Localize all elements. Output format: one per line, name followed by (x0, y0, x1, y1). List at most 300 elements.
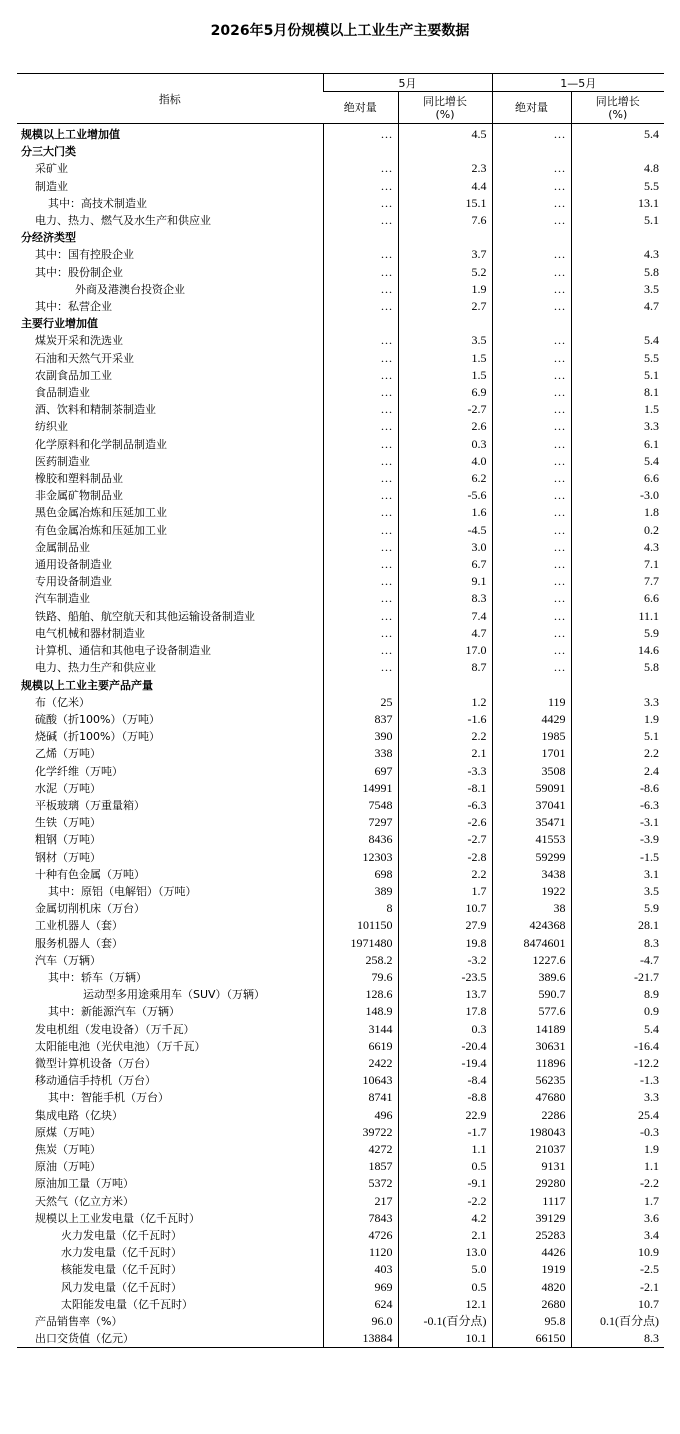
row-label: 其中：原铝（电解铝）（万吨） (48, 884, 197, 898)
table-row (17, 1175, 664, 1192)
jan-may-yoy-cell: -0.3 (571, 1124, 664, 1141)
table-row (17, 866, 664, 883)
jan-may-absolute-cell (492, 315, 571, 332)
jan-may-yoy-cell: 5.4 (571, 453, 664, 470)
jan-may-absolute-cell: … (492, 212, 571, 229)
jan-may-yoy-cell: 0.2 (571, 522, 664, 539)
may-yoy-cell: 0.5 (398, 1279, 492, 1296)
may-absolute-cell: 5372 (323, 1175, 398, 1192)
table-row (17, 1227, 664, 1244)
may-absolute-cell: … (323, 367, 398, 384)
yoy-header (571, 92, 664, 124)
yoy-header-line2: (%) (608, 107, 628, 121)
jan-may-yoy-cell: -2.2 (571, 1175, 664, 1192)
may-yoy-cell: 0.3 (398, 436, 492, 453)
may-absolute-cell: 697 (323, 763, 398, 780)
table-row (17, 642, 664, 659)
may-absolute-cell (323, 315, 398, 332)
row-label: 其中：高技术制造业 (48, 196, 147, 210)
may-yoy-cell: 7.4 (398, 608, 492, 625)
jan-may-yoy-cell (571, 315, 664, 332)
table-row (17, 315, 664, 332)
abs-header: 绝对量 (323, 92, 398, 124)
jan-may-yoy-cell: 14.6 (571, 642, 664, 659)
row-label: 外商及港澳台投资企业 (75, 282, 185, 296)
jan-may-absolute-cell: 56235 (492, 1072, 571, 1089)
may-absolute-cell: 79.6 (323, 969, 398, 986)
jan-may-yoy-cell (571, 229, 664, 246)
jan-may-yoy-cell: 1.5 (571, 401, 664, 418)
jan-may-yoy-cell: 8.9 (571, 986, 664, 1003)
may-absolute-cell: 128.6 (323, 986, 398, 1003)
jan-may-absolute-cell: … (492, 367, 571, 384)
table-row (17, 1261, 664, 1278)
jan-may-yoy-cell: -16.4 (571, 1038, 664, 1055)
row-label: 原油加工量（万吨） (35, 1177, 134, 1191)
table-row (17, 625, 664, 642)
jan-may-yoy-cell: 3.6 (571, 1210, 664, 1227)
row-label: 石油和天然气开采业 (35, 351, 134, 365)
jan-may-yoy-cell: -3.1 (571, 814, 664, 831)
jan-may-absolute-cell: 577.6 (492, 1003, 571, 1020)
may-yoy-cell: 3.5 (398, 332, 492, 349)
jan-may-absolute-cell: … (492, 178, 571, 195)
table-row (17, 1296, 664, 1313)
table-row (17, 487, 664, 504)
may-absolute-cell: 25 (323, 694, 398, 711)
row-label: 橡胶和塑料制品业 (35, 472, 123, 486)
may-absolute-cell: … (323, 332, 398, 349)
jan-may-absolute-cell (492, 143, 571, 160)
yoy-header (398, 92, 492, 124)
table-row (17, 883, 664, 900)
table-row (17, 418, 664, 435)
table-row (17, 264, 664, 281)
may-absolute-cell: … (323, 470, 398, 487)
may-absolute-cell: 837 (323, 711, 398, 728)
jan-may-absolute-cell: … (492, 539, 571, 556)
jan-may-absolute-cell: 29280 (492, 1175, 571, 1192)
row-label: 服务机器人（套） (35, 936, 123, 950)
jan-may-absolute-cell: … (492, 573, 571, 590)
jan-may-absolute-cell: … (492, 590, 571, 607)
may-absolute-cell: … (323, 539, 398, 556)
may-yoy-cell: 6.2 (398, 470, 492, 487)
jan-may-yoy-cell: 25.4 (571, 1107, 664, 1124)
jan-may-absolute-cell: … (492, 659, 571, 676)
may-absolute-cell: … (323, 195, 398, 212)
jan-may-yoy-cell: 2.4 (571, 763, 664, 780)
may-yoy-cell: -6.3 (398, 797, 492, 814)
row-label: 金属切削机床（万台） (35, 902, 145, 916)
table-row (17, 212, 664, 229)
table-row (17, 1038, 664, 1055)
may-absolute-cell: … (323, 625, 398, 642)
yoy-header-line2: (%) (435, 107, 455, 121)
table-row (17, 831, 664, 848)
may-yoy-cell: 4.2 (398, 1210, 492, 1227)
jan-may-absolute-cell: 119 (492, 694, 571, 711)
may-yoy-cell: -2.6 (398, 814, 492, 831)
jan-may-yoy-cell: 11.1 (571, 608, 664, 625)
table-body (17, 124, 664, 1348)
jan-may-absolute-cell: … (492, 281, 571, 298)
jan-may-absolute-cell: 35471 (492, 814, 571, 831)
row-label: 铁路、船舶、航空航天和其他运输设备制造业 (35, 609, 255, 623)
table-row (17, 969, 664, 986)
may-absolute-cell: … (323, 608, 398, 625)
may-yoy-cell: -2.2 (398, 1193, 492, 1210)
jan-may-absolute-cell: … (492, 264, 571, 281)
may-yoy-cell: -4.5 (398, 522, 492, 539)
row-label: 生铁（万吨） (35, 816, 101, 830)
row-label: 水力发电量（亿千瓦时） (61, 1246, 182, 1260)
table-row (17, 763, 664, 780)
jan-may-yoy-cell: 5.1 (571, 212, 664, 229)
may-yoy-cell: 17.0 (398, 642, 492, 659)
jan-may-absolute-cell: … (492, 350, 571, 367)
jan-may-absolute-cell: 1117 (492, 1193, 571, 1210)
jan-may-absolute-cell: 25283 (492, 1227, 571, 1244)
row-label: 金属制品业 (35, 540, 90, 554)
table-row (17, 1313, 664, 1330)
stats-table (17, 73, 664, 1348)
row-label: 分三大门类 (21, 145, 76, 159)
jan-may-absolute-cell: 424368 (492, 917, 571, 934)
row-label: 化学纤维（万吨） (35, 764, 123, 778)
row-label: 电力、热力、燃气及水生产和供应业 (35, 214, 211, 228)
may-absolute-cell (323, 677, 398, 694)
jan-may-yoy-cell: 4.8 (571, 160, 664, 177)
jan-may-yoy-cell: -3.0 (571, 487, 664, 504)
may-absolute-cell (323, 229, 398, 246)
may-absolute-cell: 390 (323, 728, 398, 745)
may-absolute-cell: 1857 (323, 1158, 398, 1175)
may-yoy-cell: 1.1 (398, 1141, 492, 1158)
may-yoy-cell: 6.7 (398, 556, 492, 573)
jan-may-yoy-cell: 0.9 (571, 1003, 664, 1020)
may-yoy-cell: -2.7 (398, 401, 492, 418)
row-label: 天然气（亿立方米） (35, 1194, 134, 1208)
may-yoy-cell: 13.0 (398, 1244, 492, 1261)
may-yoy-cell: 5.0 (398, 1261, 492, 1278)
may-yoy-cell: -9.1 (398, 1175, 492, 1192)
row-label: 其中：股份制企业 (35, 265, 123, 279)
table-row (17, 229, 664, 246)
may-yoy-cell: 8.3 (398, 590, 492, 607)
jan-may-yoy-cell: 6.1 (571, 436, 664, 453)
may-absolute-cell: … (323, 573, 398, 590)
jan-may-absolute-cell: 2286 (492, 1107, 571, 1124)
row-label: 硫酸（折100%）（万吨） (35, 712, 160, 726)
may-absolute-cell: 338 (323, 745, 398, 762)
table-row (17, 917, 664, 934)
table-row (17, 849, 664, 866)
may-yoy-cell: -20.4 (398, 1038, 492, 1055)
jan-may-yoy-cell: 4.3 (571, 539, 664, 556)
may-yoy-cell: 2.3 (398, 160, 492, 177)
may-yoy-cell: 2.1 (398, 745, 492, 762)
jan-may-yoy-cell: 1.7 (571, 1193, 664, 1210)
may-absolute-cell: … (323, 453, 398, 470)
abs-header: 绝对量 (492, 92, 571, 124)
may-yoy-cell: 1.6 (398, 504, 492, 521)
jan-may-absolute-cell: 8474601 (492, 935, 571, 952)
jan-may-absolute-cell: 1227.6 (492, 952, 571, 969)
table-row (17, 694, 664, 711)
jan-may-absolute-cell: … (492, 436, 571, 453)
jan-may-absolute-cell: … (492, 453, 571, 470)
may-absolute-cell: … (323, 418, 398, 435)
row-label: 通用设备制造业 (35, 558, 112, 572)
row-label: 规模以上工业发电量（亿千瓦时） (35, 1211, 200, 1225)
row-label: 采矿业 (35, 162, 68, 176)
may-absolute-cell: 13884 (323, 1330, 398, 1348)
indicator-header: 指标 (17, 74, 323, 124)
jan-may-absolute-cell: 1922 (492, 883, 571, 900)
may-yoy-cell: 1.9 (398, 281, 492, 298)
jan-may-absolute-cell: 4820 (492, 1279, 571, 1296)
jan-may-absolute-cell: … (492, 332, 571, 349)
row-label: 风力发电量（亿千瓦时） (61, 1280, 182, 1294)
jan-may-yoy-cell: 28.1 (571, 917, 664, 934)
jan-may-yoy-cell: 5.9 (571, 625, 664, 642)
may-yoy-cell: 8.7 (398, 659, 492, 676)
may-yoy-cell: 27.9 (398, 917, 492, 934)
table-row (17, 504, 664, 521)
may-yoy-cell: -3.3 (398, 763, 492, 780)
row-label: 运动型多用途乘用车（SUV）（万辆） (83, 988, 266, 1002)
may-yoy-cell: 12.1 (398, 1296, 492, 1313)
jan-may-yoy-cell: -8.6 (571, 780, 664, 797)
jan-may-absolute-cell: 39129 (492, 1210, 571, 1227)
may-yoy-cell (398, 229, 492, 246)
may-absolute-cell: … (323, 436, 398, 453)
may-yoy-cell: -23.5 (398, 969, 492, 986)
jan-may-absolute-cell: 1985 (492, 728, 571, 745)
may-absolute-cell: 96.0 (323, 1313, 398, 1330)
may-absolute-cell: … (323, 659, 398, 676)
table-row (17, 1107, 664, 1124)
row-label: 制造业 (35, 179, 68, 193)
may-absolute-cell: 2422 (323, 1055, 398, 1072)
row-label: 纺织业 (35, 420, 68, 434)
period-jan-may-header: 1—5月 (492, 74, 664, 92)
may-yoy-cell: 4.7 (398, 625, 492, 642)
row-label: 规模以上工业增加值 (21, 128, 120, 141)
row-label: 太阳能电池（光伏电池）（万千瓦） (35, 1039, 206, 1053)
row-label: 煤炭开采和洗选业 (35, 334, 123, 348)
table-row (17, 1089, 664, 1106)
may-absolute-cell: … (323, 298, 398, 315)
row-label: 微型计算机设备（万台） (35, 1056, 156, 1070)
may-absolute-cell: 8741 (323, 1089, 398, 1106)
jan-may-yoy-cell: 5.4 (571, 332, 664, 349)
table-row (17, 350, 664, 367)
table-row (17, 711, 664, 728)
table-row (17, 797, 664, 814)
may-absolute-cell: 7548 (323, 797, 398, 814)
may-absolute-cell: 101150 (323, 917, 398, 934)
jan-may-yoy-cell: 6.6 (571, 470, 664, 487)
yoy-header-line1: 同比增长 (595, 94, 640, 108)
jan-may-yoy-cell: 5.1 (571, 367, 664, 384)
table-row (17, 178, 664, 195)
jan-may-absolute-cell: 4426 (492, 1244, 571, 1261)
table-row (17, 1210, 664, 1227)
jan-may-absolute-cell: 30631 (492, 1038, 571, 1055)
row-label: 乙烯（万吨） (35, 747, 101, 761)
may-absolute-cell: 7297 (323, 814, 398, 831)
may-yoy-cell: -1.7 (398, 1124, 492, 1141)
jan-may-yoy-cell: 2.2 (571, 745, 664, 762)
row-label: 计算机、通信和其他电子设备制造业 (35, 644, 211, 658)
jan-may-absolute-cell: … (492, 522, 571, 539)
row-label: 布（亿米） (35, 695, 90, 709)
jan-may-absolute-cell: 590.7 (492, 986, 571, 1003)
may-yoy-cell: -8.8 (398, 1089, 492, 1106)
table-row (17, 608, 664, 625)
row-label: 规模以上工业主要产品产量 (21, 678, 153, 692)
row-label: 专用设备制造业 (35, 575, 112, 589)
may-yoy-cell: 5.2 (398, 264, 492, 281)
row-label: 烧碱（折100%）（万吨） (35, 730, 160, 744)
may-absolute-cell: 8 (323, 900, 398, 917)
jan-may-absolute-cell: … (492, 625, 571, 642)
may-yoy-cell: -1.6 (398, 711, 492, 728)
jan-may-yoy-cell: 3.5 (571, 281, 664, 298)
jan-may-absolute-cell: 37041 (492, 797, 571, 814)
may-absolute-cell: … (323, 160, 398, 177)
row-label: 有色金属冶炼和压延加工业 (35, 523, 167, 537)
table-row (17, 573, 664, 590)
may-absolute-cell: … (323, 556, 398, 573)
table-row (17, 470, 664, 487)
yoy-header-line1: 同比增长 (423, 94, 467, 108)
table-row (17, 539, 664, 556)
may-absolute-cell: 6619 (323, 1038, 398, 1055)
jan-may-yoy-cell: -12.2 (571, 1055, 664, 1072)
row-label: 原油（万吨） (35, 1160, 101, 1174)
may-absolute-cell: 969 (323, 1279, 398, 1296)
jan-may-absolute-cell: 38 (492, 900, 571, 917)
row-label: 农副食品加工业 (35, 368, 112, 382)
table-row (17, 332, 664, 349)
table-row (17, 401, 664, 418)
jan-may-yoy-cell: -2.5 (571, 1261, 664, 1278)
may-yoy-cell: 2.6 (398, 418, 492, 435)
table-row (17, 246, 664, 263)
may-yoy-cell: -3.2 (398, 952, 492, 969)
row-label: 电力、热力生产和供应业 (35, 661, 156, 675)
may-absolute-cell: … (323, 264, 398, 281)
table-row (17, 1279, 664, 1296)
may-yoy-cell: -8.4 (398, 1072, 492, 1089)
page-title: 2026年5月份规模以上工业生产主要数据 (210, 23, 470, 39)
table-header (17, 74, 664, 124)
row-label: 太阳能发电量（亿千瓦时） (61, 1297, 193, 1311)
may-yoy-cell (398, 315, 492, 332)
table-row (17, 659, 664, 676)
jan-may-absolute-cell: … (492, 418, 571, 435)
jan-may-yoy-cell: 5.5 (571, 350, 664, 367)
table-row (17, 384, 664, 401)
row-label: 分经济类型 (21, 231, 76, 245)
row-label: 其中：私营企业 (35, 300, 112, 314)
jan-may-yoy-cell: -1.5 (571, 849, 664, 866)
row-label: 酒、饮料和精制茶制造业 (35, 403, 156, 417)
row-label: 发电机组（发电设备）（万千瓦） (35, 1022, 195, 1036)
jan-may-absolute-cell: … (492, 470, 571, 487)
table-row (17, 1003, 664, 1020)
jan-may-absolute-cell: … (492, 160, 571, 177)
row-label: 产品销售率（%） (35, 1315, 123, 1329)
table-row (17, 195, 664, 212)
jan-may-yoy-cell: 3.1 (571, 866, 664, 883)
jan-may-absolute-cell: 389.6 (492, 969, 571, 986)
jan-may-absolute-cell: 41553 (492, 831, 571, 848)
may-yoy-cell: -2.8 (398, 849, 492, 866)
table-row (17, 728, 664, 745)
jan-may-absolute-cell: … (492, 384, 571, 401)
may-absolute-cell: … (323, 178, 398, 195)
jan-may-absolute-cell: 95.8 (492, 1313, 571, 1330)
jan-may-absolute-cell: … (492, 608, 571, 625)
table-row (17, 522, 664, 539)
jan-may-absolute-cell: 14189 (492, 1021, 571, 1038)
may-absolute-cell: 148.9 (323, 1003, 398, 1020)
may-absolute-cell: … (323, 487, 398, 504)
table-row (17, 1330, 664, 1348)
table-row (17, 780, 664, 797)
jan-may-yoy-cell: 7.1 (571, 556, 664, 573)
may-yoy-cell: 1.2 (398, 694, 492, 711)
jan-may-yoy-cell: 0.1(百分点) (571, 1313, 664, 1330)
jan-may-yoy-cell: 8.1 (571, 384, 664, 401)
may-absolute-cell: … (323, 384, 398, 401)
may-absolute-cell: … (323, 504, 398, 521)
may-absolute-cell: 389 (323, 883, 398, 900)
may-yoy-cell: 2.2 (398, 728, 492, 745)
jan-may-yoy-cell: 13.1 (571, 195, 664, 212)
table-row (17, 556, 664, 573)
jan-may-yoy-cell: -3.9 (571, 831, 664, 848)
table-row (17, 436, 664, 453)
may-yoy-cell: -0.1(百分点) (398, 1313, 492, 1330)
may-yoy-cell: -19.4 (398, 1055, 492, 1072)
row-label: 主要行业增加值 (21, 317, 98, 331)
table-row (17, 143, 664, 160)
may-absolute-cell: … (323, 642, 398, 659)
jan-may-yoy-cell: -2.1 (571, 1279, 664, 1296)
jan-may-absolute-cell: 2680 (492, 1296, 571, 1313)
jan-may-yoy-cell: 4.7 (571, 298, 664, 315)
table-row (17, 298, 664, 315)
may-absolute-cell: 12303 (323, 849, 398, 866)
jan-may-yoy-cell: 3.3 (571, 694, 664, 711)
row-label: 水泥（万吨） (35, 781, 101, 795)
table-row (17, 1072, 664, 1089)
may-absolute-cell: 4726 (323, 1227, 398, 1244)
may-yoy-cell (398, 677, 492, 694)
table-row (17, 124, 664, 144)
may-yoy-cell: 4.0 (398, 453, 492, 470)
jan-may-yoy-cell: 8.3 (571, 1330, 664, 1348)
may-yoy-cell: 10.7 (398, 900, 492, 917)
may-absolute-cell: 698 (323, 866, 398, 883)
may-yoy-cell: 4.5 (398, 124, 492, 144)
may-yoy-cell: 2.1 (398, 1227, 492, 1244)
